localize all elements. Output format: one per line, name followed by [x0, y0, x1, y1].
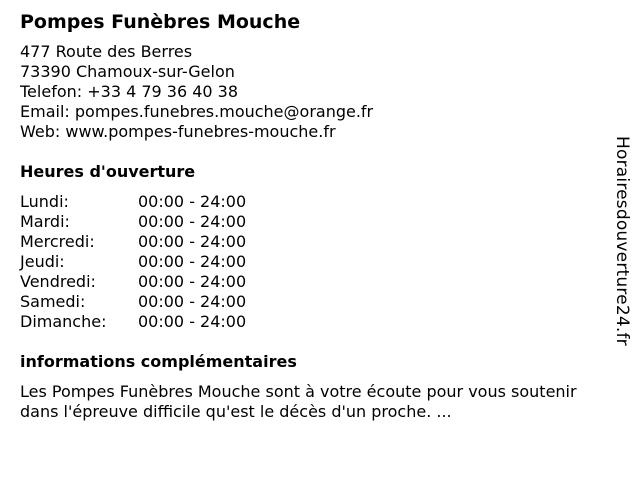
hours-row-monday [20, 192, 620, 212]
hours-row-tuesday [20, 212, 620, 232]
opening-hours-table [20, 192, 620, 332]
hours-row-sunday [20, 312, 620, 332]
phone-number: Telefon: +33 4 79 36 40 38 [20, 82, 239, 101]
business-card [20, 10, 620, 422]
hours-row-wednesday [20, 232, 620, 252]
additional-info-heading: informations complémentaires [20, 352, 297, 371]
additional-info-text: Les Pompes Funèbres Mouche sont à votre écoute pour vous soutenir dans l'épreuve difficile qu'est le décès d'un proche. ... [20, 382, 577, 421]
hours-day-label: Lundi: [20, 192, 69, 211]
hours-row-saturday [20, 292, 620, 312]
hours-day-label: Vendredi: [20, 272, 96, 291]
hours-day-label: Mercredi: [20, 232, 95, 251]
opening-hours-heading: Heures d'ouverture [20, 162, 196, 181]
business-name: Pompes Funèbres Mouche [20, 11, 301, 33]
hours-day-label: Samedi: [20, 292, 86, 311]
hours-time-value: 00:00 - 24:00 [138, 232, 247, 251]
hours-day-label: Jeudi: [20, 252, 65, 271]
hours-day-label: Dimanche: [20, 312, 107, 331]
hours-time-value: 00:00 - 24:00 [138, 212, 247, 231]
hours-time-value: 00:00 - 24:00 [138, 292, 247, 311]
hours-time-value: 00:00 - 24:00 [138, 312, 247, 331]
website-url: Web: www.pompes-funebres-mouche.fr [20, 122, 336, 141]
address-city: 73390 Chamoux-sur-Gelon [20, 62, 235, 81]
hours-time-value: 00:00 - 24:00 [138, 192, 247, 211]
email-address: Email: pompes.funebres.mouche@orange.fr [20, 102, 374, 121]
hours-time-value: 00:00 - 24:00 [138, 272, 247, 291]
hours-row-thursday [20, 252, 620, 272]
hours-row-friday [20, 272, 620, 292]
address-street: 477 Route des Berres [20, 42, 193, 61]
hours-time-value: 00:00 - 24:00 [138, 252, 247, 271]
site-watermark: Horairesdouverture24.fr [612, 136, 632, 346]
hours-day-label: Mardi: [20, 212, 70, 231]
